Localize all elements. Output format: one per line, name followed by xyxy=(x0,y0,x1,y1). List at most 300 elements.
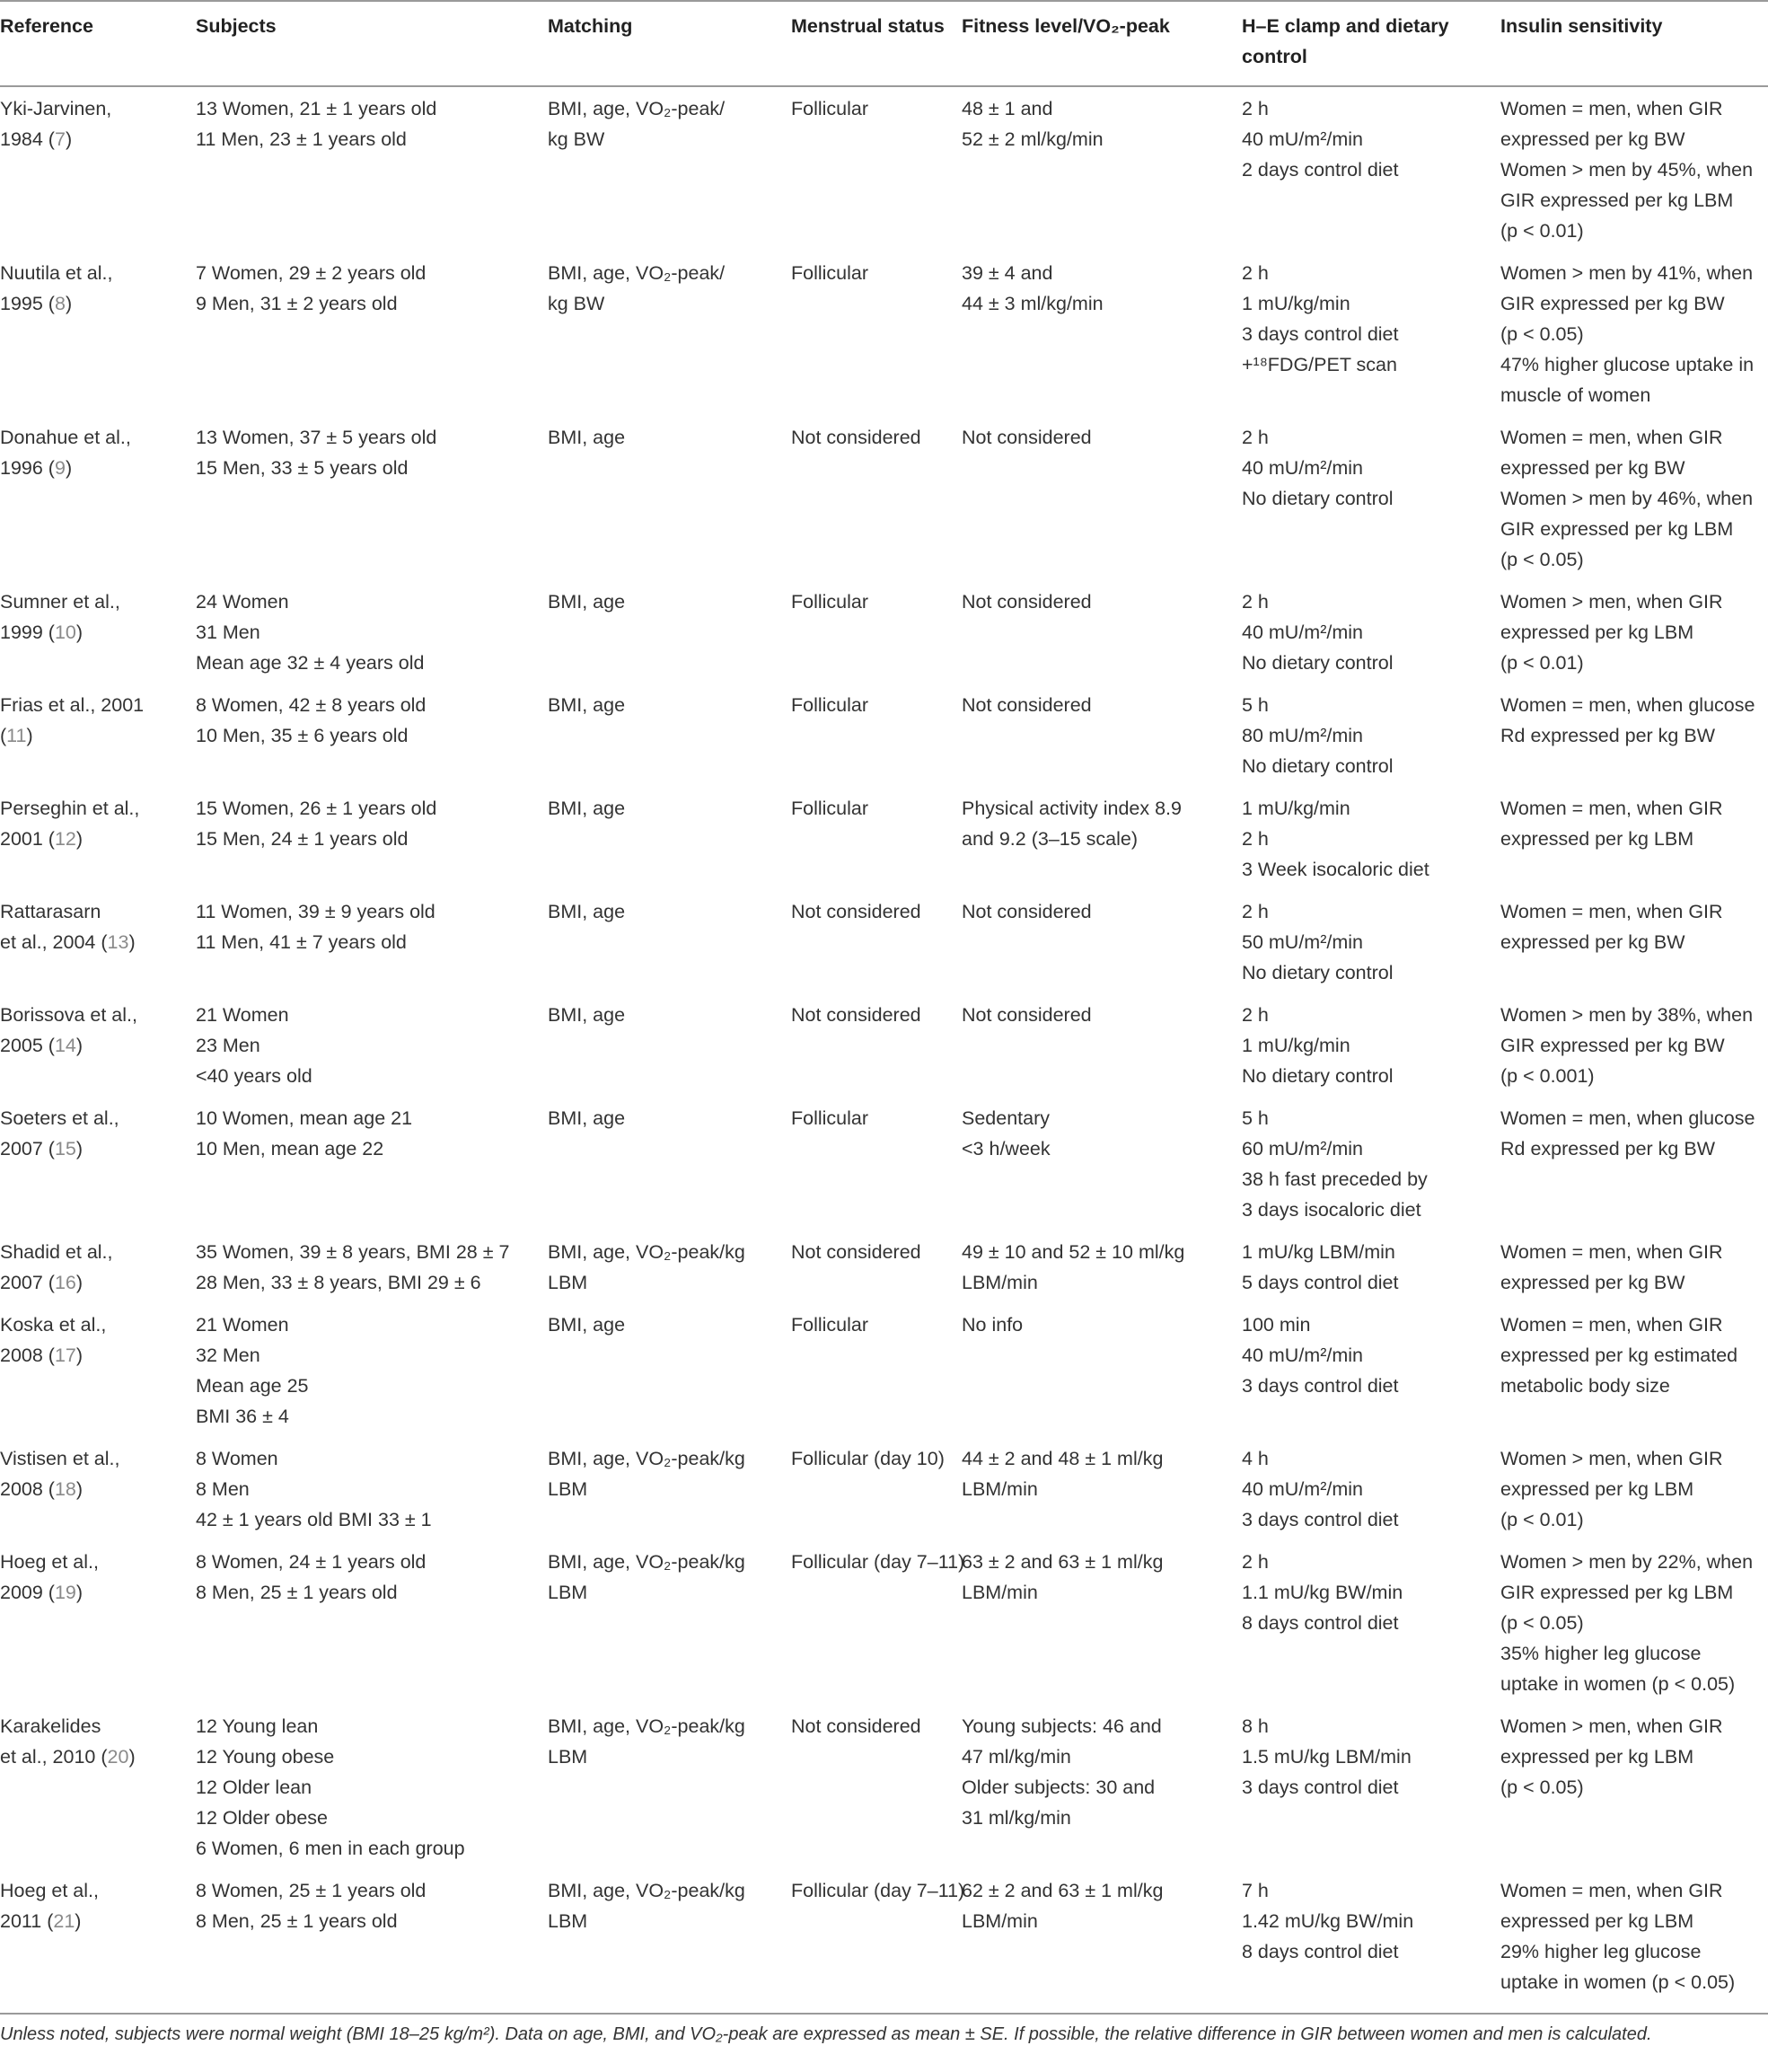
cell-line: (p < 0.05) xyxy=(1500,549,1584,570)
table-row xyxy=(0,1309,1768,1443)
cell-line: <40 years old xyxy=(196,1065,312,1087)
header-menstrual-status: Menstrual status xyxy=(791,1,962,86)
cell-line: Women > men by 46%, when xyxy=(1500,488,1754,509)
cell-line: BMI, age, VO₂-peak/ xyxy=(548,98,726,119)
matching-cell xyxy=(548,1711,791,1875)
subjects-cell xyxy=(196,86,548,258)
reference-cell xyxy=(0,1547,196,1711)
cell-line: 50 mU/m²/min xyxy=(1242,931,1363,953)
menstrual-status-cell xyxy=(791,793,962,896)
cell-line: Women = men, when GIR xyxy=(1500,1880,1723,1901)
cell-line: Young subjects: 46 and xyxy=(962,1715,1162,1737)
cell-line: Women = men, when glucose xyxy=(1500,694,1755,716)
cell-line xyxy=(0,617,189,648)
cell-line: Not considered xyxy=(791,1241,921,1263)
cell-line: 8 days control diet xyxy=(1242,1941,1399,1962)
cell-line: Donahue et al., xyxy=(0,427,131,448)
cell-line: 10 Women, mean age 21 xyxy=(196,1107,413,1129)
insulin-sensitivity-cell xyxy=(1500,422,1768,586)
cell-line: 7 Women, 29 ± 2 years old xyxy=(196,262,427,284)
insulin-sensitivity-cell xyxy=(1500,793,1768,896)
reference-cell xyxy=(0,1443,196,1547)
cell-line: 21 Women xyxy=(196,1314,289,1336)
cell-line: LBM/min xyxy=(962,1582,1038,1603)
subjects-cell xyxy=(196,1103,548,1237)
reference-text: 1999 ( xyxy=(0,622,55,643)
cell-line: Mean age 25 xyxy=(196,1375,309,1397)
cell-line: BMI, age xyxy=(548,427,626,448)
header-subjects: Subjects xyxy=(196,1,548,86)
cell-line xyxy=(0,1474,189,1504)
subjects-cell xyxy=(196,1237,548,1309)
cell-line: 8 Women, 42 ± 8 years old xyxy=(196,694,427,716)
cell-line: 48 ± 1 and xyxy=(962,98,1053,119)
reference-link[interactable]: 14 xyxy=(54,1035,76,1056)
header-matching: Matching xyxy=(548,1,791,86)
cell-line: 42 ± 1 years old BMI 33 ± 1 xyxy=(196,1509,432,1530)
menstrual-status-cell xyxy=(791,1000,962,1103)
cell-line: 40 mU/m²/min xyxy=(1242,457,1363,479)
subjects-cell xyxy=(196,1547,548,1711)
cell-line: 1 mU/kg LBM/min xyxy=(1242,1241,1395,1263)
cell-line: 3 days isocaloric diet xyxy=(1242,1199,1421,1221)
matching-cell xyxy=(548,1103,791,1237)
matching-cell xyxy=(548,86,791,258)
cell-line: 3 days control diet xyxy=(1242,1375,1399,1397)
cell-line: Not considered xyxy=(962,591,1092,613)
reference-link[interactable]: 21 xyxy=(53,1910,75,1932)
clamp-dietary-cell xyxy=(1242,258,1500,422)
cell-line: Hoeg et al., xyxy=(0,1551,99,1573)
cell-line xyxy=(0,1340,189,1371)
cell-line: LBM/min xyxy=(962,1478,1038,1500)
cell-line: 3 days control diet xyxy=(1242,323,1399,345)
clamp-dietary-cell xyxy=(1242,793,1500,896)
cell-line: 11 Men, 41 ± 7 years old xyxy=(196,931,407,953)
cell-line: expressed per kg LBM xyxy=(1500,1746,1694,1768)
cell-line: Rattarasarn xyxy=(0,901,101,922)
cell-line: 80 mU/m²/min xyxy=(1242,725,1363,746)
cell-line: 10 Men, mean age 22 xyxy=(196,1138,384,1159)
reference-cell xyxy=(0,1237,196,1309)
reference-link[interactable]: 18 xyxy=(54,1478,76,1500)
cell-line: 40 mU/m²/min xyxy=(1242,622,1363,643)
cell-line: Follicular (day 10) xyxy=(791,1448,945,1469)
matching-cell xyxy=(548,422,791,586)
clamp-dietary-cell xyxy=(1242,86,1500,258)
reference-text: 1995 ( xyxy=(0,293,55,314)
cell-line: 8 Women xyxy=(196,1448,278,1469)
cell-line: expressed per kg BW xyxy=(1500,931,1685,953)
cell-line: 8 Men, 25 ± 1 years old xyxy=(196,1582,398,1603)
cell-line: 35% higher leg glucose xyxy=(1500,1643,1702,1664)
reference-cell xyxy=(0,1711,196,1875)
cell-line: 1.42 mU/kg BW/min xyxy=(1242,1910,1414,1932)
cell-line: 5 h xyxy=(1242,1107,1269,1129)
cell-line: 15 Women, 26 ± 1 years old xyxy=(196,798,437,819)
subjects-cell xyxy=(196,258,548,422)
cell-line: 40 mU/m²/min xyxy=(1242,128,1363,150)
cell-line: 12 Older lean xyxy=(196,1777,312,1798)
reference-text: 2011 ( xyxy=(0,1910,54,1932)
menstrual-status-cell xyxy=(791,1237,962,1309)
cell-line xyxy=(0,1267,189,1298)
cell-line: Follicular xyxy=(791,694,869,716)
subjects-cell xyxy=(196,1443,548,1547)
cell-line: 1 mU/kg/min xyxy=(1242,798,1350,819)
cell-line: LBM xyxy=(548,1272,588,1293)
cell-line: BMI, age xyxy=(548,1107,626,1129)
cell-line: 31 Men xyxy=(196,622,260,643)
reference-cell xyxy=(0,1000,196,1103)
header-insulin-sensitivity: Insulin sensitivity xyxy=(1500,1,1768,86)
cell-line: Women = men, when GIR xyxy=(1500,98,1723,119)
reference-link[interactable]: 19 xyxy=(54,1582,76,1603)
cell-line: 38 h fast preceded by xyxy=(1242,1168,1428,1190)
cell-line: expressed per kg LBM xyxy=(1500,828,1694,850)
matching-cell xyxy=(548,1237,791,1309)
insulin-sensitivity-cell xyxy=(1500,1875,1768,2009)
cell-line: uptake in women (p < 0.05) xyxy=(1500,1971,1736,1993)
cell-line: Women > men by 22%, when xyxy=(1500,1551,1754,1573)
menstrual-status-cell xyxy=(791,422,962,586)
cell-line: 12 Older obese xyxy=(196,1807,329,1829)
cell-line: BMI, age xyxy=(548,1004,626,1026)
cell-line: 8 Women, 24 ± 1 years old xyxy=(196,1551,427,1573)
cell-line: 47 ml/kg/min xyxy=(962,1746,1071,1768)
reference-close-paren: ) xyxy=(128,931,136,953)
reference-text: 2007 ( xyxy=(0,1272,55,1293)
cell-line: No dietary control xyxy=(1242,488,1394,509)
reference-text: 1984 ( xyxy=(0,128,55,150)
cell-line: Women > men, when GIR xyxy=(1500,1715,1723,1737)
cell-line: (p < 0.01) xyxy=(1500,1509,1584,1530)
cell-line: 40 mU/m²/min xyxy=(1242,1345,1363,1366)
cell-line xyxy=(0,453,189,483)
subjects-cell xyxy=(196,690,548,793)
fitness-level-cell xyxy=(962,586,1242,690)
reference-close-paren: ) xyxy=(128,1746,136,1768)
table-row xyxy=(0,422,1768,586)
fitness-level-cell xyxy=(962,1237,1242,1309)
cell-line: LBM/min xyxy=(962,1272,1038,1293)
cell-line: GIR expressed per kg BW xyxy=(1500,293,1725,314)
cell-line: Follicular (day 7–11) xyxy=(791,1880,965,1901)
table-row xyxy=(0,1237,1768,1309)
reference-link[interactable]: 13 xyxy=(107,931,129,953)
reference-cell xyxy=(0,690,196,793)
cell-line: 13 Women, 21 ± 1 years old xyxy=(196,98,437,119)
reference-link[interactable]: 8 xyxy=(54,293,66,314)
insulin-sensitivity-cell xyxy=(1500,1000,1768,1103)
reference-close-paren: ) xyxy=(75,828,84,850)
cell-line: Physical activity index 8.9 xyxy=(962,798,1182,819)
reference-cell xyxy=(0,86,196,258)
table-footnote: Unless noted, subjects were normal weight (BMI 18–25 kg/m²). Data on age, BMI, and VO₂-peak are expressed as mean ± SE. If possible, the relative difference in GIR between women and men is calculated. xyxy=(0,2024,1652,2044)
cell-line: 8 h xyxy=(1242,1715,1269,1737)
cell-line: 2 h xyxy=(1242,1551,1269,1573)
reference-close-paren: ) xyxy=(75,622,84,643)
reference-link[interactable]: 7 xyxy=(54,128,66,150)
clamp-dietary-cell xyxy=(1242,1875,1500,2009)
fitness-level-cell xyxy=(962,1875,1242,2009)
menstrual-status-cell xyxy=(791,1711,962,1875)
cell-line: metabolic body size xyxy=(1500,1375,1670,1397)
cell-line: expressed per kg BW xyxy=(1500,128,1685,150)
cell-line: Not considered xyxy=(962,901,1092,922)
cell-line: 23 Men xyxy=(196,1035,260,1056)
cell-line: 5 h xyxy=(1242,694,1269,716)
cell-line: Koska et al., xyxy=(0,1314,107,1336)
cell-line: Sedentary xyxy=(962,1107,1051,1129)
fitness-level-cell xyxy=(962,1309,1242,1443)
cell-line: Rd expressed per kg BW xyxy=(1500,725,1715,746)
menstrual-status-cell xyxy=(791,1309,962,1443)
cell-line: LBM xyxy=(548,1582,588,1603)
reference-link[interactable]: 15 xyxy=(54,1138,76,1159)
reference-link[interactable]: 11 xyxy=(6,725,27,746)
cell-line: Follicular xyxy=(791,1107,869,1129)
cell-line: 35 Women, 39 ± 8 years, BMI 28 ± 7 xyxy=(196,1241,510,1263)
cell-line: 11 Women, 39 ± 9 years old xyxy=(196,901,435,922)
cell-line: 1.5 mU/kg LBM/min xyxy=(1242,1746,1412,1768)
cell-line: 8 Men, 25 ± 1 years old xyxy=(196,1910,398,1932)
matching-cell xyxy=(548,1547,791,1711)
cell-line: 3 days control diet xyxy=(1242,1777,1399,1798)
cell-line: 10 Men, 35 ± 6 years old xyxy=(196,725,409,746)
cell-line: 8 Men xyxy=(196,1478,250,1500)
matching-cell xyxy=(548,1000,791,1103)
clamp-dietary-cell xyxy=(1242,1103,1500,1237)
clamp-dietary-cell xyxy=(1242,1443,1500,1547)
reference-cell xyxy=(0,1103,196,1237)
reference-cell xyxy=(0,793,196,896)
clamp-dietary-cell xyxy=(1242,1547,1500,1711)
cell-line: Women > men, when GIR xyxy=(1500,591,1723,613)
cell-line: BMI, age, VO₂-peak/kg xyxy=(548,1715,745,1737)
cell-line xyxy=(0,927,189,957)
subjects-cell xyxy=(196,586,548,690)
cell-line: 12 Young obese xyxy=(196,1746,335,1768)
matching-cell xyxy=(548,793,791,896)
cell-line: 21 Women xyxy=(196,1004,289,1026)
cell-line: Not considered xyxy=(791,427,921,448)
cell-line xyxy=(0,1030,189,1061)
clamp-dietary-cell xyxy=(1242,422,1500,586)
reference-link[interactable]: 20 xyxy=(107,1746,129,1768)
cell-line: 31 ml/kg/min xyxy=(962,1807,1071,1829)
table-row xyxy=(0,1711,1768,1875)
reference-close-paren: ) xyxy=(65,128,73,150)
table-row xyxy=(0,690,1768,793)
cell-line: No info xyxy=(962,1314,1024,1336)
cell-line: 2 h xyxy=(1242,1004,1269,1026)
cell-line: 2 days control diet xyxy=(1242,159,1399,181)
cell-line: Follicular xyxy=(791,98,869,119)
clamp-dietary-cell xyxy=(1242,1711,1500,1875)
reference-text: et al., 2010 ( xyxy=(0,1746,108,1768)
cell-line: 2 h xyxy=(1242,828,1269,850)
cell-line: Nuutila et al., xyxy=(0,262,113,284)
cell-line: 52 ± 2 ml/kg/min xyxy=(962,128,1104,150)
cell-line: Women > men, when GIR xyxy=(1500,1448,1723,1469)
cell-line: Women = men, when GIR xyxy=(1500,1241,1723,1263)
cell-line: expressed per kg LBM xyxy=(1500,622,1694,643)
matching-cell xyxy=(548,1443,791,1547)
cell-line: Soeters et al., xyxy=(0,1107,119,1129)
cell-line: expressed per kg estimated xyxy=(1500,1345,1738,1366)
subjects-cell xyxy=(196,1309,548,1443)
cell-line: 8 Women, 25 ± 1 years old xyxy=(196,1880,427,1901)
cell-line: 28 Men, 33 ± 8 years, BMI 29 ± 6 xyxy=(196,1272,481,1293)
subjects-cell xyxy=(196,1875,548,2009)
insulin-sensitivity-cell xyxy=(1500,1547,1768,1711)
insulin-sensitivity-cell xyxy=(1500,690,1768,793)
reference-close-paren: ) xyxy=(26,725,33,746)
cell-line: <3 h/week xyxy=(962,1138,1051,1159)
cell-line: Follicular xyxy=(791,591,869,613)
menstrual-status-cell xyxy=(791,690,962,793)
cell-line: (p < 0.05) xyxy=(1500,323,1584,345)
fitness-level-cell xyxy=(962,422,1242,586)
cell-line: 49 ± 10 and 52 ± 10 ml/kg xyxy=(962,1241,1185,1263)
clamp-dietary-cell xyxy=(1242,1309,1500,1443)
table-row xyxy=(0,1443,1768,1547)
menstrual-status-cell xyxy=(791,1875,965,2009)
cell-line: Follicular (day 7–11) xyxy=(791,1551,965,1573)
reference-link[interactable]: 17 xyxy=(54,1345,76,1366)
reference-link[interactable]: 16 xyxy=(54,1272,76,1293)
reference-link[interactable]: 12 xyxy=(54,828,76,850)
fitness-level-cell xyxy=(962,896,1242,1000)
reference-cell xyxy=(0,896,196,1000)
cell-line: Women = men, when glucose xyxy=(1500,1107,1755,1129)
cell-line: Not considered xyxy=(791,1004,921,1026)
fitness-level-cell xyxy=(962,690,1242,793)
matching-cell xyxy=(548,690,791,793)
cell-line: kg BW xyxy=(548,293,605,314)
reference-link[interactable]: 10 xyxy=(54,622,76,643)
insulin-sensitivity-cell xyxy=(1500,1711,1768,1875)
cell-line: Women = men, when GIR xyxy=(1500,427,1723,448)
cell-line: 2 h xyxy=(1242,591,1269,613)
reference-close-paren: ) xyxy=(75,1582,84,1603)
reference-close-paren: ) xyxy=(75,1035,84,1056)
reference-close-paren: ) xyxy=(75,1478,84,1500)
reference-close-paren: ) xyxy=(75,1910,82,1932)
reference-close-paren: ) xyxy=(75,1272,84,1293)
cell-line: 4 h xyxy=(1242,1448,1269,1469)
table-bottom-rule xyxy=(0,2013,1768,2015)
cell-line: 44 ± 3 ml/kg/min xyxy=(962,293,1104,314)
cell-line: Karakelides xyxy=(0,1715,101,1737)
cell-line: 44 ± 2 and 48 ± 1 ml/kg xyxy=(962,1448,1164,1469)
cell-line: and 9.2 (3–15 scale) xyxy=(962,828,1139,850)
cell-line: 6 Women, 6 men in each group xyxy=(196,1838,465,1859)
matching-cell xyxy=(548,1875,791,2009)
cell-line: expressed per kg LBM xyxy=(1500,1478,1694,1500)
cell-line: 62 ± 2 and 63 ± 1 ml/kg xyxy=(962,1880,1164,1901)
insulin-sensitivity-cell xyxy=(1500,586,1768,690)
cell-line: 39 ± 4 and xyxy=(962,262,1053,284)
cell-line: 2 h xyxy=(1242,901,1269,922)
reference-cell xyxy=(0,1875,196,2009)
reference-text: 2007 ( xyxy=(0,1138,55,1159)
cell-line: GIR expressed per kg LBM xyxy=(1500,1582,1734,1603)
cell-line: Not considered xyxy=(962,694,1092,716)
cell-line: Not considered xyxy=(962,1004,1092,1026)
reference-text: 2005 ( xyxy=(0,1035,55,1056)
cell-line: (p < 0.05) xyxy=(1500,1777,1584,1798)
cell-line: (p < 0.001) xyxy=(1500,1065,1595,1087)
cell-line: expressed per kg LBM xyxy=(1500,1910,1694,1932)
cell-line: No dietary control xyxy=(1242,652,1394,674)
cell-line xyxy=(0,720,189,751)
cell-line: Perseghin et al., xyxy=(0,798,140,819)
cell-line: Shadid et al., xyxy=(0,1241,113,1263)
cell-line: 7 h xyxy=(1242,1880,1269,1901)
subjects-cell xyxy=(196,896,548,1000)
reference-cell xyxy=(0,1309,196,1443)
cell-line: Mean age 32 ± 4 years old xyxy=(196,652,425,674)
reference-close-paren: ) xyxy=(75,1138,84,1159)
fitness-level-cell xyxy=(962,1000,1242,1103)
cell-line: Follicular xyxy=(791,262,869,284)
header-clamp-dietary-control: H–E clamp and dietary control xyxy=(1242,1,1500,86)
fitness-level-cell xyxy=(962,1547,1242,1711)
cell-line: Follicular xyxy=(791,1314,869,1336)
cell-line: BMI, age xyxy=(548,901,626,922)
reference-cell xyxy=(0,586,196,690)
matching-cell xyxy=(548,258,791,422)
reference-text: ( xyxy=(0,725,7,746)
cell-line: BMI, age xyxy=(548,1314,626,1336)
reference-text: 1996 ( xyxy=(0,457,55,479)
cell-line: 3 Week isocaloric diet xyxy=(1242,859,1429,880)
cell-line: LBM xyxy=(548,1910,588,1932)
table-body xyxy=(0,86,1768,2009)
fitness-level-cell xyxy=(962,86,1242,258)
cell-line: Women > men by 38%, when xyxy=(1500,1004,1754,1026)
menstrual-status-cell xyxy=(791,586,962,690)
fitness-level-cell xyxy=(962,1443,1242,1547)
cell-line: Follicular xyxy=(791,798,869,819)
cell-line: GIR expressed per kg LBM xyxy=(1500,190,1734,211)
cell-line: No dietary control xyxy=(1242,755,1394,777)
cell-line: 15 Men, 24 ± 1 years old xyxy=(196,828,409,850)
cell-line: BMI, age xyxy=(548,591,626,613)
clamp-dietary-cell xyxy=(1242,1237,1500,1309)
cell-line: BMI, age, VO₂-peak/ xyxy=(548,262,726,284)
clamp-dietary-cell xyxy=(1242,690,1500,793)
table-row xyxy=(0,586,1768,690)
reference-link[interactable]: 9 xyxy=(54,457,66,479)
menstrual-status-cell xyxy=(791,86,962,258)
reference-text: et al., 2004 ( xyxy=(0,931,108,953)
cell-line: LBM xyxy=(548,1746,588,1768)
cell-line: 1 mU/kg/min xyxy=(1242,293,1350,314)
reference-text: 2009 ( xyxy=(0,1582,55,1603)
cell-line: expressed per kg BW xyxy=(1500,1272,1685,1293)
table-row xyxy=(0,1000,1768,1103)
subjects-cell xyxy=(196,1000,548,1103)
cell-line: Women = men, when GIR xyxy=(1500,901,1723,922)
cell-line: Not considered xyxy=(962,427,1092,448)
cell-line: BMI, age xyxy=(548,694,626,716)
cell-line: Vistisen et al., xyxy=(0,1448,120,1469)
cell-line xyxy=(0,1906,189,1936)
cell-line: 2 h xyxy=(1242,98,1269,119)
